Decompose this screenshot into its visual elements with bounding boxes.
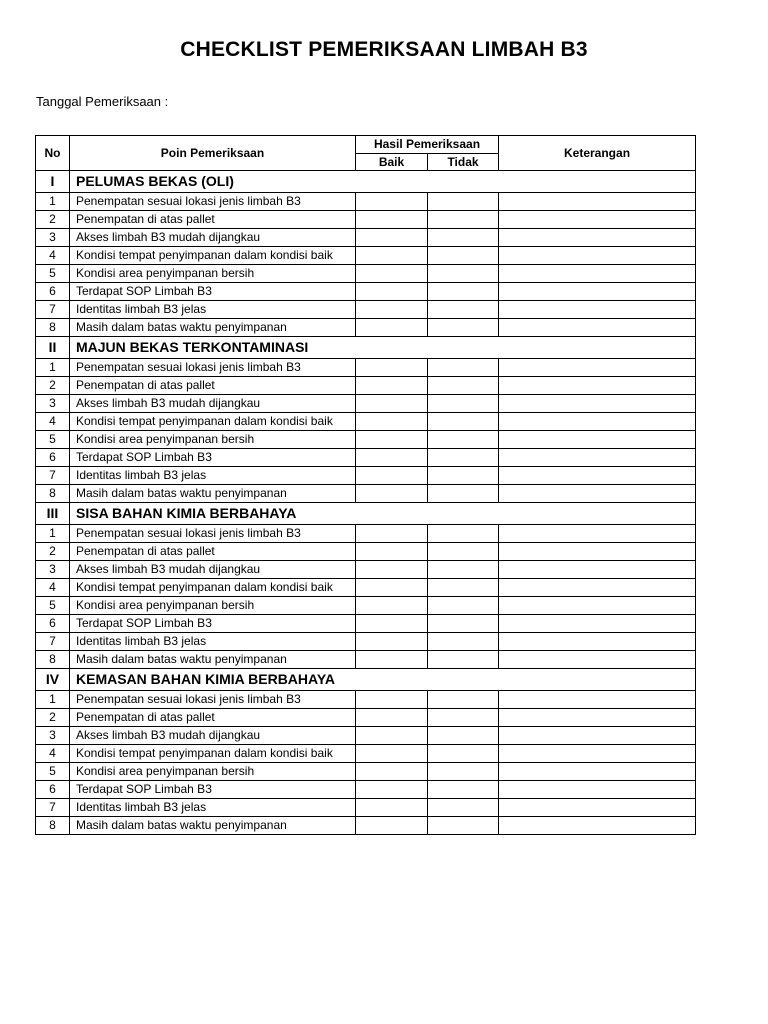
baik-cell[interactable]: [356, 283, 428, 301]
baik-cell[interactable]: [356, 467, 428, 485]
keterangan-cell[interactable]: [499, 485, 696, 503]
tidak-cell[interactable]: [428, 799, 499, 817]
item-text: Penempatan sesuai lokasi jenis limbah B3: [70, 193, 356, 211]
keterangan-cell[interactable]: [499, 211, 696, 229]
item-text: Akses limbah B3 mudah dijangkau: [70, 727, 356, 745]
item-text: Masih dalam batas waktu penyimpanan: [70, 319, 356, 337]
tidak-cell[interactable]: [428, 633, 499, 651]
item-text: Kondisi tempat penyimpanan dalam kondisi baik: [70, 247, 356, 265]
item-number: 7: [36, 467, 70, 485]
section-name: SISA BAHAN KIMIA BERBAHAYA: [70, 503, 356, 525]
baik-cell[interactable]: [356, 709, 428, 727]
section-row: [36, 503, 696, 525]
tidak-cell[interactable]: [428, 543, 499, 561]
tidak-cell[interactable]: [428, 781, 499, 799]
checklist-body: [36, 171, 696, 835]
keterangan-cell[interactable]: [499, 193, 696, 211]
section-numeral: II: [36, 337, 70, 359]
keterangan-cell[interactable]: [499, 633, 696, 651]
header-poin-pemeriksaan: Poin Pemeriksaan: [70, 136, 356, 171]
baik-cell[interactable]: [356, 745, 428, 763]
tidak-cell[interactable]: [428, 727, 499, 745]
item-text: Akses limbah B3 mudah dijangkau: [70, 229, 356, 247]
item-text: Masih dalam batas waktu penyimpanan: [70, 651, 356, 669]
tidak-cell[interactable]: [428, 413, 499, 431]
keterangan-cell[interactable]: [499, 579, 696, 597]
table-row: [36, 745, 696, 763]
item-number: 3: [36, 561, 70, 579]
baik-cell[interactable]: [356, 781, 428, 799]
table-row: [36, 211, 696, 229]
keterangan-cell[interactable]: [499, 763, 696, 781]
baik-cell[interactable]: [356, 561, 428, 579]
item-text: Penempatan di atas pallet: [70, 709, 356, 727]
table-row: [36, 229, 696, 247]
item-number: 2: [36, 709, 70, 727]
keterangan-cell[interactable]: [499, 229, 696, 247]
keterangan-cell[interactable]: [499, 615, 696, 633]
keterangan-cell[interactable]: [499, 817, 696, 835]
item-text: Akses limbah B3 mudah dijangkau: [70, 395, 356, 413]
table-row: [36, 651, 696, 669]
table-row: [36, 543, 696, 561]
item-number: 3: [36, 395, 70, 413]
section-numeral: IV: [36, 669, 70, 691]
keterangan-cell[interactable]: [499, 247, 696, 265]
tidak-cell[interactable]: [428, 745, 499, 763]
table-row: [36, 431, 696, 449]
tidak-cell[interactable]: [428, 193, 499, 211]
item-text: Akses limbah B3 mudah dijangkau: [70, 561, 356, 579]
table-row: [36, 413, 696, 431]
tidak-cell[interactable]: [428, 265, 499, 283]
header-baik: Baik: [356, 154, 428, 171]
item-text: Identitas limbah B3 jelas: [70, 633, 356, 651]
item-text: Penempatan di atas pallet: [70, 211, 356, 229]
table-row: [36, 265, 696, 283]
table-row: [36, 377, 696, 395]
baik-cell[interactable]: [356, 211, 428, 229]
item-number: 5: [36, 597, 70, 615]
table-row: [36, 395, 696, 413]
section-name: MAJUN BEKAS TERKONTAMINASI: [70, 337, 356, 359]
keterangan-cell[interactable]: [499, 561, 696, 579]
item-text: Kondisi area penyimpanan bersih: [70, 597, 356, 615]
baik-cell[interactable]: [356, 817, 428, 835]
tidak-cell[interactable]: [428, 229, 499, 247]
section-numeral: III: [36, 503, 70, 525]
table-row: [36, 709, 696, 727]
baik-cell[interactable]: [356, 799, 428, 817]
item-number: 3: [36, 727, 70, 745]
keterangan-cell[interactable]: [499, 745, 696, 763]
item-text: Terdapat SOP Limbah B3: [70, 283, 356, 301]
baik-cell[interactable]: [356, 265, 428, 283]
item-text: Penempatan sesuai lokasi jenis limbah B3: [70, 525, 356, 543]
item-number: 3: [36, 229, 70, 247]
item-number: 5: [36, 265, 70, 283]
baik-cell[interactable]: [356, 615, 428, 633]
baik-cell[interactable]: [356, 193, 428, 211]
baik-cell[interactable]: [356, 449, 428, 467]
item-number: 7: [36, 301, 70, 319]
item-number: 5: [36, 431, 70, 449]
section-blank: [356, 171, 696, 193]
tidak-cell[interactable]: [428, 561, 499, 579]
tidak-cell[interactable]: [428, 247, 499, 265]
tidak-cell[interactable]: [428, 763, 499, 781]
keterangan-cell[interactable]: [499, 265, 696, 283]
item-number: 6: [36, 781, 70, 799]
section-name: KEMASAN BAHAN KIMIA BERBAHAYA: [70, 669, 356, 691]
baik-cell[interactable]: [356, 543, 428, 561]
item-number: 1: [36, 525, 70, 543]
keterangan-cell[interactable]: [499, 283, 696, 301]
tidak-cell[interactable]: [428, 597, 499, 615]
item-number: 2: [36, 211, 70, 229]
baik-cell[interactable]: [356, 525, 428, 543]
keterangan-cell[interactable]: [499, 651, 696, 669]
table-row: [36, 319, 696, 337]
keterangan-cell[interactable]: [499, 781, 696, 799]
item-text: Identitas limbah B3 jelas: [70, 467, 356, 485]
header-tidak: Tidak: [428, 154, 499, 171]
item-number: 8: [36, 817, 70, 835]
header-no: No: [36, 136, 70, 171]
section-row: [36, 669, 696, 691]
item-number: 2: [36, 543, 70, 561]
table-row: [36, 449, 696, 467]
item-text: Penempatan sesuai lokasi jenis limbah B3: [70, 359, 356, 377]
table-row: [36, 525, 696, 543]
baik-cell[interactable]: [356, 395, 428, 413]
tidak-cell[interactable]: [428, 691, 499, 709]
item-number: 7: [36, 633, 70, 651]
item-text: Kondisi tempat penyimpanan dalam kondisi baik: [70, 413, 356, 431]
item-number: 2: [36, 377, 70, 395]
item-number: 4: [36, 745, 70, 763]
item-text: Identitas limbah B3 jelas: [70, 799, 356, 817]
document-title: CHECKLIST PEMERIKSAAN LIMBAH B3: [180, 38, 588, 61]
header-keterangan: Keterangan: [499, 136, 696, 171]
keterangan-cell[interactable]: [499, 799, 696, 817]
keterangan-cell[interactable]: [499, 467, 696, 485]
tidak-cell[interactable]: [428, 377, 499, 395]
tidak-cell[interactable]: [428, 817, 499, 835]
item-number: 4: [36, 247, 70, 265]
baik-cell[interactable]: [356, 727, 428, 745]
tidak-cell[interactable]: [428, 651, 499, 669]
section-name: PELUMAS BEKAS (OLI): [70, 171, 356, 193]
item-text: Penempatan di atas pallet: [70, 543, 356, 561]
item-number: 4: [36, 413, 70, 431]
item-text: Terdapat SOP Limbah B3: [70, 781, 356, 799]
item-text: Masih dalam batas waktu penyimpanan: [70, 817, 356, 835]
table-row: [36, 799, 696, 817]
table-row: [36, 301, 696, 319]
baik-cell[interactable]: [356, 229, 428, 247]
section-row: [36, 337, 696, 359]
item-text: Kondisi area penyimpanan bersih: [70, 265, 356, 283]
header-hasil-pemeriksaan: Hasil Pemeriksaan: [356, 136, 499, 154]
item-text: Kondisi area penyimpanan bersih: [70, 431, 356, 449]
table-row: [36, 247, 696, 265]
baik-cell[interactable]: [356, 431, 428, 449]
table-row: [36, 579, 696, 597]
tidak-cell[interactable]: [428, 449, 499, 467]
baik-cell[interactable]: [356, 247, 428, 265]
item-text: Penempatan di atas pallet: [70, 377, 356, 395]
tidak-cell[interactable]: [428, 319, 499, 337]
item-text: Kondisi area penyimpanan bersih: [70, 763, 356, 781]
tidak-cell[interactable]: [428, 359, 499, 377]
section-numeral: I: [36, 171, 70, 193]
table-row: [36, 193, 696, 211]
keterangan-cell[interactable]: [499, 431, 696, 449]
baik-cell[interactable]: [356, 691, 428, 709]
item-number: 4: [36, 579, 70, 597]
item-text: Penempatan sesuai lokasi jenis limbah B3: [70, 691, 356, 709]
item-number: 6: [36, 283, 70, 301]
baik-cell[interactable]: [356, 485, 428, 503]
keterangan-cell[interactable]: [499, 449, 696, 467]
table-row: [36, 283, 696, 301]
item-number: 5: [36, 763, 70, 781]
item-number: 6: [36, 615, 70, 633]
table-row: [36, 359, 696, 377]
table-row: [36, 467, 696, 485]
tidak-cell[interactable]: [428, 283, 499, 301]
keterangan-cell[interactable]: [499, 395, 696, 413]
table-row: [36, 691, 696, 709]
baik-cell[interactable]: [356, 579, 428, 597]
table-row: [36, 485, 696, 503]
tidak-cell[interactable]: [428, 211, 499, 229]
keterangan-cell[interactable]: [499, 597, 696, 615]
keterangan-cell[interactable]: [499, 413, 696, 431]
tidak-cell[interactable]: [428, 709, 499, 727]
keterangan-cell[interactable]: [499, 543, 696, 561]
item-number: 1: [36, 193, 70, 211]
table-row: [36, 561, 696, 579]
baik-cell[interactable]: [356, 597, 428, 615]
item-text: Terdapat SOP Limbah B3: [70, 449, 356, 467]
table-row: [36, 817, 696, 835]
keterangan-cell[interactable]: [499, 319, 696, 337]
tidak-cell[interactable]: [428, 431, 499, 449]
baik-cell[interactable]: [356, 377, 428, 395]
baik-cell[interactable]: [356, 651, 428, 669]
item-number: 8: [36, 485, 70, 503]
item-text: Identitas limbah B3 jelas: [70, 301, 356, 319]
keterangan-cell[interactable]: [499, 301, 696, 319]
tidak-cell[interactable]: [428, 525, 499, 543]
table-row: [36, 727, 696, 745]
section-row: [36, 171, 696, 193]
table-row: [36, 597, 696, 615]
keterangan-cell[interactable]: [499, 691, 696, 709]
table-row: [36, 781, 696, 799]
tidak-cell[interactable]: [428, 467, 499, 485]
item-number: 7: [36, 799, 70, 817]
keterangan-cell[interactable]: [499, 359, 696, 377]
section-blank: [356, 337, 696, 359]
keterangan-cell[interactable]: [499, 377, 696, 395]
tidak-cell[interactable]: [428, 579, 499, 597]
tidak-cell[interactable]: [428, 301, 499, 319]
item-text: Masih dalam batas waktu penyimpanan: [70, 485, 356, 503]
tidak-cell[interactable]: [428, 485, 499, 503]
date-label: Tanggal Pemeriksaan :: [36, 94, 169, 109]
section-blank: [356, 503, 696, 525]
item-number: 1: [36, 359, 70, 377]
item-number: 1: [36, 691, 70, 709]
table-row: [36, 633, 696, 651]
baik-cell[interactable]: [356, 633, 428, 651]
baik-cell[interactable]: [356, 301, 428, 319]
item-number: 8: [36, 651, 70, 669]
section-blank: [356, 669, 696, 691]
keterangan-cell[interactable]: [499, 727, 696, 745]
keterangan-cell[interactable]: [499, 709, 696, 727]
table-row: [36, 763, 696, 781]
baik-cell[interactable]: [356, 413, 428, 431]
item-number: 6: [36, 449, 70, 467]
item-number: 8: [36, 319, 70, 337]
baik-cell[interactable]: [356, 763, 428, 781]
baik-cell[interactable]: [356, 319, 428, 337]
item-text: Kondisi tempat penyimpanan dalam kondisi baik: [70, 745, 356, 763]
keterangan-cell[interactable]: [499, 525, 696, 543]
baik-cell[interactable]: [356, 359, 428, 377]
tidak-cell[interactable]: [428, 615, 499, 633]
checklist-table: [35, 135, 696, 835]
item-text: Terdapat SOP Limbah B3: [70, 615, 356, 633]
item-text: Kondisi tempat penyimpanan dalam kondisi baik: [70, 579, 356, 597]
tidak-cell[interactable]: [428, 395, 499, 413]
table-row: [36, 615, 696, 633]
